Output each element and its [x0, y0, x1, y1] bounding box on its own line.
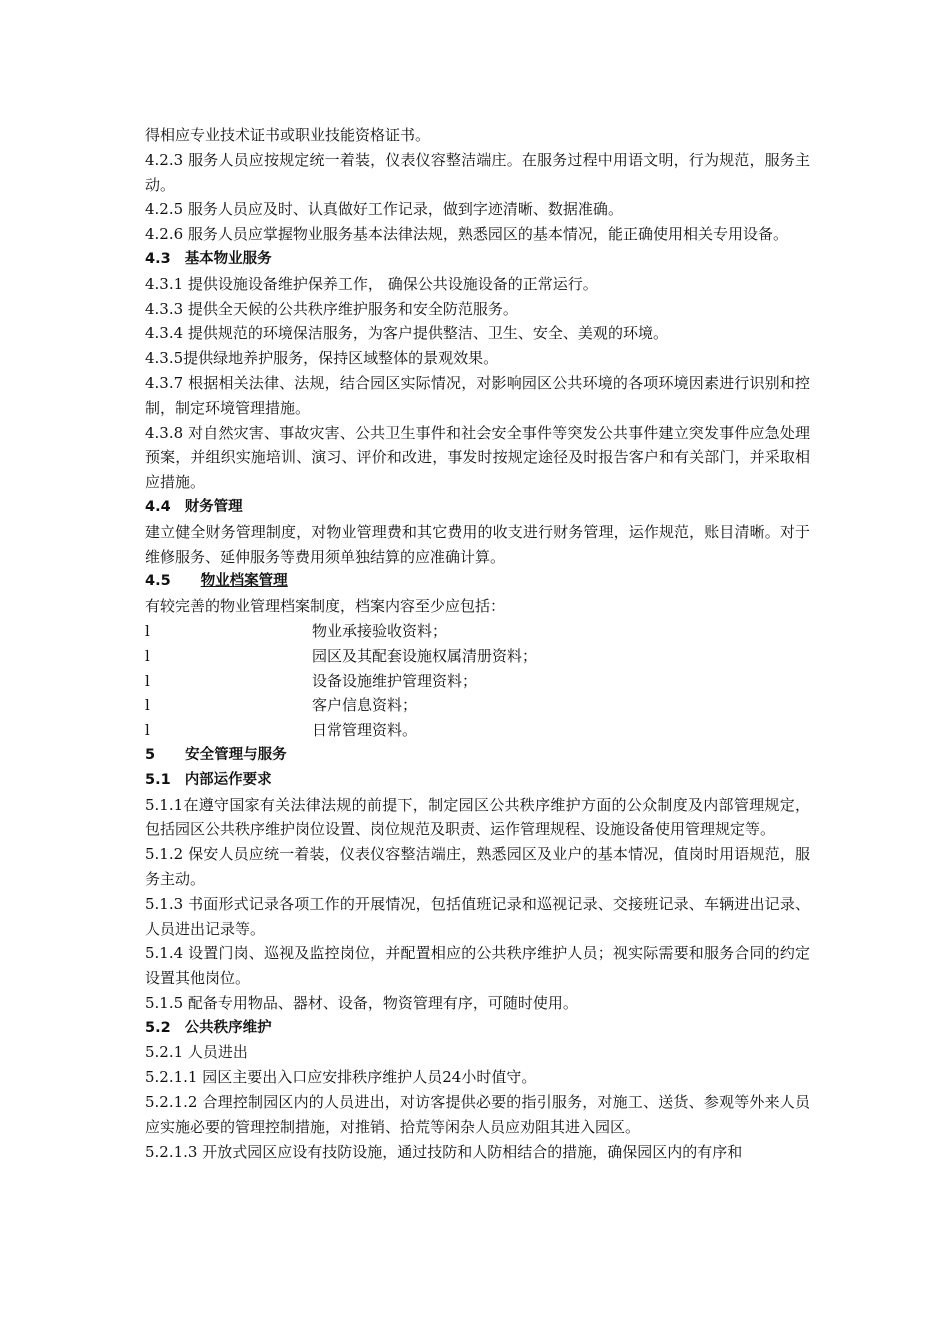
list-item-text: 客户信息资料；: [312, 696, 418, 715]
section-title: 基本物业服务: [184, 250, 272, 267]
section-number: 4.3: [145, 250, 171, 267]
section-heading-5: [145, 743, 810, 768]
paragraph: 5.1.5 配备专用物品、器材、设备，物资管理有序，可随时使用。: [145, 993, 578, 1012]
bullet-marker: l: [145, 646, 150, 665]
paragraph: 4.2.5 服务人员应及时、认真做好工作记录，做到字迹清晰、数据准确。: [145, 200, 623, 219]
section-title: 财务管理: [184, 498, 243, 515]
paragraph: 5.1.1在遵守国家有关法律法规的前提下，制定园区公共秩序维护方面的公众制度及内部管理规定，包括园区公共秩序维护岗位设置、岗位规范及职责、运作管理规程、设施设备使用管理规定等。: [145, 795, 810, 839]
section-heading-4-4: [145, 495, 810, 520]
bullet-marker: l: [145, 671, 150, 690]
paragraph: 得相应专业技术证书或职业技能资格证书。: [145, 126, 431, 144]
section-number: 5.1: [145, 771, 171, 788]
section-heading-5-2: [145, 1016, 810, 1041]
paragraph: 5.1.2 保安人员应统一着装，仪表仪容整洁端庄，熟悉园区及业户的基本情况，值岗时用语规范，服务主动。: [145, 845, 810, 888]
section-title: 内部运作要求: [184, 771, 272, 788]
list-item: [145, 644, 810, 669]
section-title: 公共秩序维护: [184, 1019, 272, 1036]
section-number: 5.2: [145, 1019, 171, 1036]
paragraph: 4.2.3 服务人员应按规定统一着装，仪表仪容整洁端庄。在服务过程中用语文明，行为规范，服务主动。: [145, 150, 810, 194]
paragraph: 5.1.4 设置门岗、巡视及监控岗位，并配置相应的公共秩序维护人员；视实际需要和服务合同的约定设置其他岗位。: [145, 944, 810, 988]
paragraph: 5.2.1.2 合理控制园区内的人员进出，对访客提供必要的指引服务，对施工、送货、参观等外来人员应实施必要的管理控制措施，对推销、拾荒等闲杂人员应劝阻其进入园区。: [145, 1093, 810, 1136]
section-number: 5: [145, 746, 156, 763]
paragraph: 5.1.3 书面形式记录各项工作的开展情况，包括值班记录和巡视记录、交接班记录、车辆进出记录、人员进出记录等。: [145, 894, 810, 938]
list-item: [145, 693, 810, 718]
list-item-text: 日常管理资料。: [312, 721, 418, 740]
section-title: 物业档案管理: [200, 573, 288, 590]
bullet-marker: l: [145, 621, 150, 640]
bullet-marker: l: [145, 721, 150, 740]
paragraph: 4.3.4 提供规范的环境保洁服务，为客户提供整洁、卫生、安全、美观的环境。: [145, 324, 668, 343]
paragraph: 有较完善的物业管理档案制度，档案内容至少应包括：: [145, 597, 506, 616]
section-number: 4.4: [145, 498, 171, 515]
paragraph: 5.2.1 人员进出: [145, 1043, 248, 1062]
section-heading-5-1: [145, 768, 810, 793]
list-item-text: 设备设施维护管理资料；: [312, 671, 478, 690]
paragraph: 4.3.1 提供设施设备维护保养工作， 确保公共设施设备的正常运行。: [145, 274, 598, 293]
section-title: 安全管理与服务: [185, 746, 287, 763]
paragraph: 4.2.6 服务人员应掌握物业服务基本法律法规，熟悉园区的基本情况，能正确使用相关专用设备。: [145, 225, 788, 244]
paragraph: 4.3.5提供绿地养护服务，保持区域整体的景观效果。: [145, 349, 499, 368]
section-number: 4.5: [145, 573, 171, 590]
bullet-marker: l: [145, 696, 150, 715]
list-item: [145, 669, 810, 694]
document-body: [145, 123, 810, 1164]
list-item-text: 园区及其配套设施权属清册资料；: [312, 646, 538, 665]
list-item-text: 物业承接验收资料；: [312, 621, 448, 640]
list-item: [145, 718, 810, 743]
paragraph: 4.3.3 提供全天候的公共秩序维护服务和安全防范服务。: [145, 299, 518, 318]
list-item: [145, 619, 810, 644]
section-heading-4-5: [145, 569, 810, 594]
paragraph: 5.2.1.1 园区主要出入口应安排秩序维护人员24小时值守。: [145, 1068, 537, 1087]
paragraph: 5.2.1.3 开放式园区应设有技防设施，通过技防和人防相结合的措施，确保园区内的有序和: [145, 1142, 743, 1161]
paragraph: 4.3.8 对自然灾害、事故灾害、公共卫生事件和社会安全事件等突发公共事件建立突发事件应急处理预案，并组织实施培训、演习、评价和改进，事发时按规定途径及时报告客户和有关部门，并采取相应措施。: [145, 423, 810, 492]
section-heading-4-3: [145, 247, 810, 272]
paragraph: 建立健全财务管理制度，对物业管理费和其它费用的收支进行财务管理，运作规范，账目清晰。对于维修服务、延伸服务等费用须单独结算的应准确计算。: [145, 522, 810, 566]
paragraph: 4.3.7 根据相关法律、法规，结合园区实际情况，对影响园区公共环境的各项环境因素进行识别和控制，制定环境管理措施。: [145, 373, 810, 417]
